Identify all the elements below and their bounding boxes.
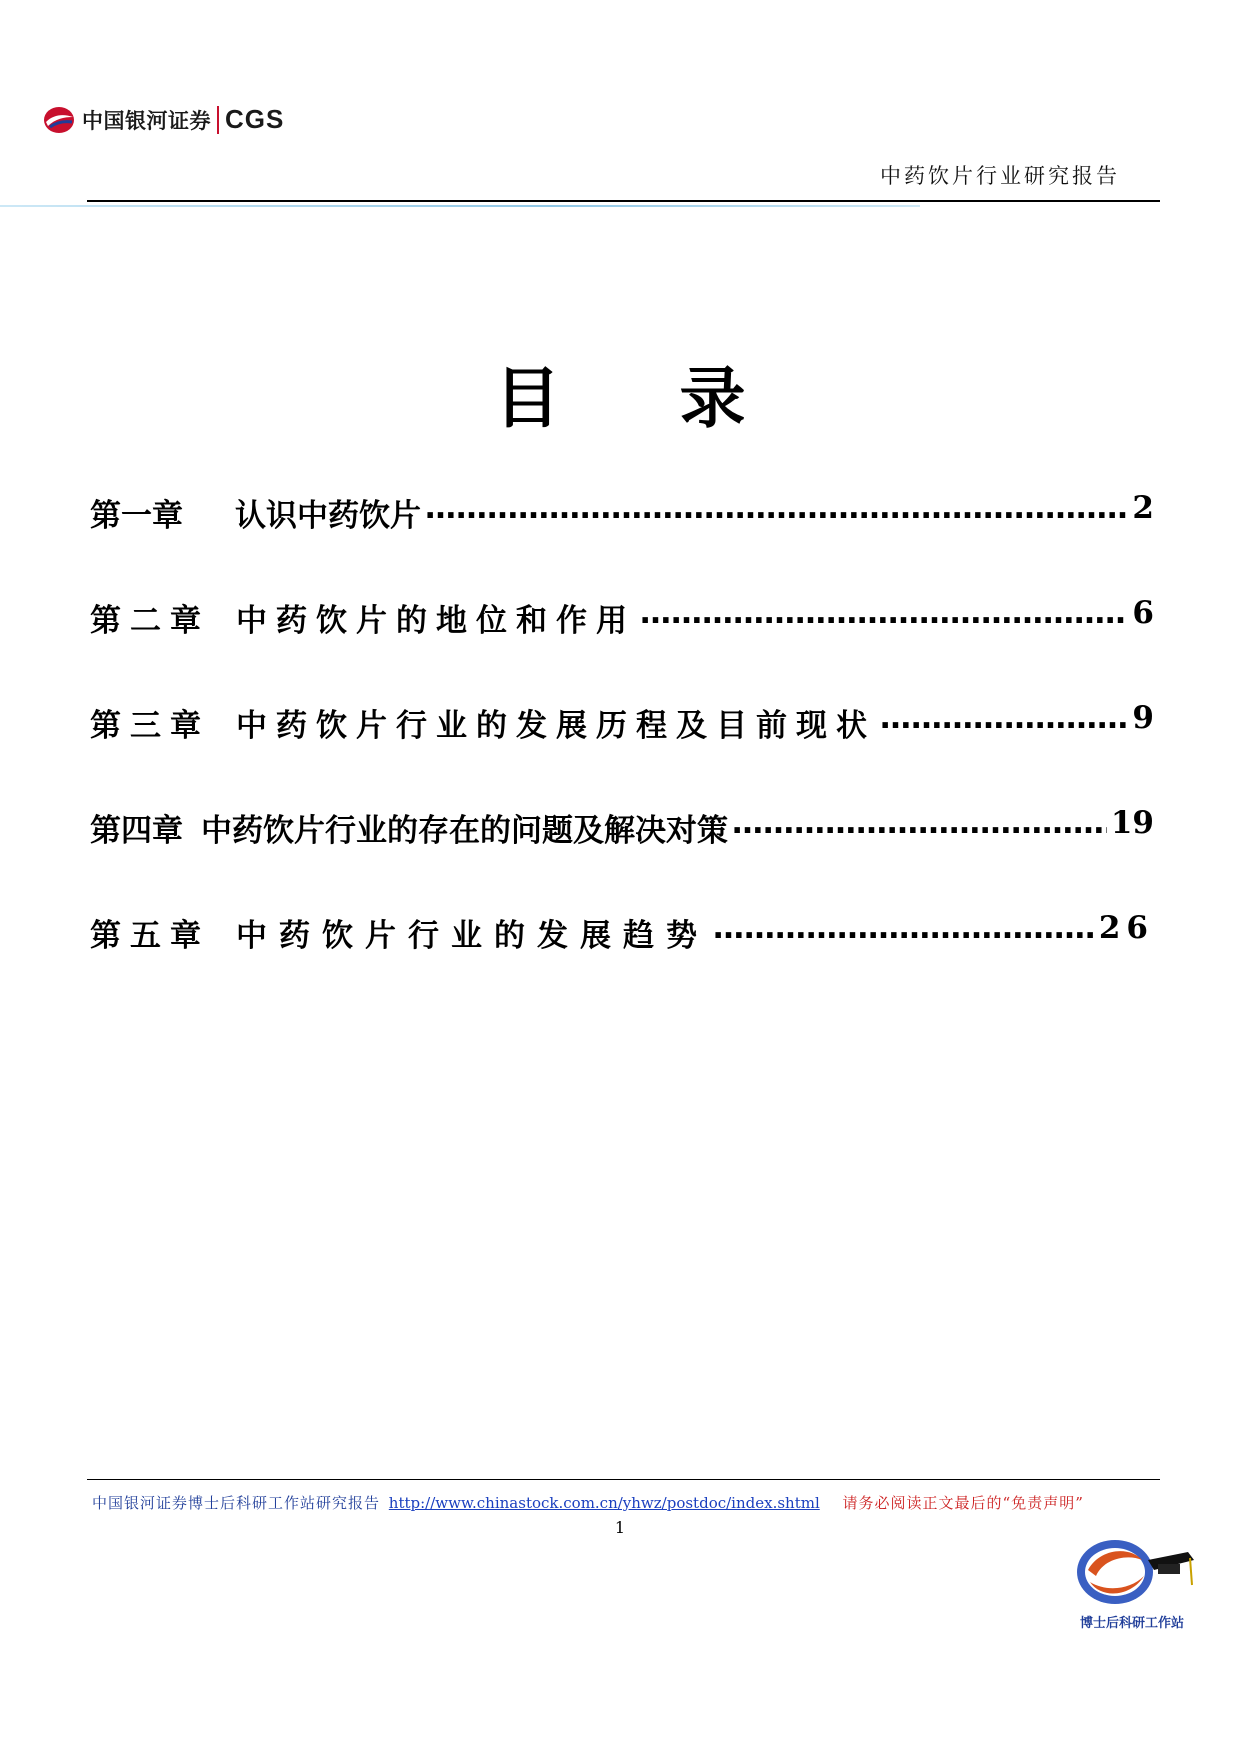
toc-chapter-number: 第一章 <box>90 498 183 534</box>
footer-source-text: 中国银河证券博士后科研工作站研究报告 <box>92 1494 381 1512</box>
toc-entry[interactable] <box>90 490 1154 595</box>
toc-leader-dots <box>880 700 1128 736</box>
toc-leader-dots <box>640 595 1128 631</box>
toc-chapter-title: 中药饮片的地位和作用 <box>236 603 636 639</box>
toc-chapter-number: 第三章 <box>90 708 210 744</box>
toc-entry[interactable] <box>90 805 1154 910</box>
toc-heading: 目 录 <box>494 359 794 437</box>
toc-leader-dots <box>713 910 1095 946</box>
toc-chapter-number: 第四章 <box>90 813 183 849</box>
toc-page-number: 9 <box>1132 700 1154 736</box>
page-number: 1 <box>614 1518 626 1537</box>
toc-entry[interactable] <box>90 910 1154 1015</box>
footer-rule <box>87 1479 1160 1480</box>
toc-page-number: 26 <box>1098 910 1154 946</box>
footer-link[interactable]: http://www.chinastock.com.cn/yhwz/postdoc/index.shtml <box>388 1494 820 1512</box>
table-of-contents <box>90 490 1154 1015</box>
toc-chapter-number: 第二章 <box>90 603 210 639</box>
toc-page-number: 2 <box>1132 490 1154 526</box>
page-footer <box>92 1492 1160 1513</box>
badge-label: 博士后科研工作站 <box>1080 1616 1185 1631</box>
toc-chapter-title: 中药饮片行业的发展历程及目前现状 <box>236 708 876 744</box>
toc-page-number: 6 <box>1132 595 1154 631</box>
header-accent-rule <box>0 205 920 207</box>
toc-page-number: 19 <box>1110 805 1154 841</box>
toc-chapter-title: 中药饮片行业的发展趋势 <box>236 918 709 954</box>
toc-chapter-title: 认识中药饮片 <box>235 498 421 534</box>
company-logo <box>42 104 284 135</box>
toc-leader-dots <box>425 490 1128 526</box>
toc-chapter-title: 中药饮片行业的存在的问题及解决对策 <box>201 813 728 849</box>
toc-chapter-number: 第五章 <box>90 918 210 954</box>
logo-company-name: 中国银河证券 <box>82 108 211 133</box>
galaxy-logo-icon <box>42 105 76 135</box>
logo-abbreviation: CGS <box>225 104 285 134</box>
toc-entry[interactable] <box>90 700 1154 805</box>
report-title: 中药饮片行业研究报告 <box>880 164 1120 188</box>
footer-disclaimer-text: 请务必阅读正文最后的“免责声明” <box>842 1494 1084 1512</box>
toc-leader-dots <box>732 805 1107 841</box>
toc-entry[interactable] <box>90 595 1154 700</box>
header-rule <box>87 200 1160 202</box>
logo-divider <box>217 106 219 134</box>
